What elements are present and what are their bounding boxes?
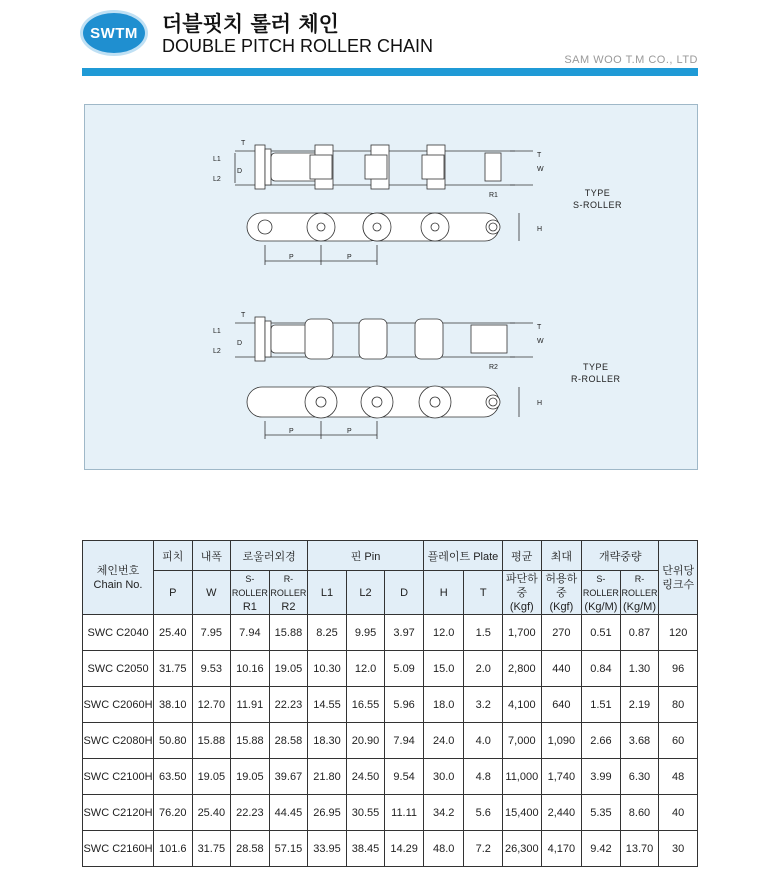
table-cell: 14.29	[385, 831, 424, 867]
table-cell: 24.0	[423, 723, 464, 759]
table-cell: 20.90	[346, 723, 385, 759]
dim-label-h: H	[537, 226, 543, 233]
table-cell: 80	[659, 687, 698, 723]
header-h: H	[423, 571, 464, 615]
table-cell: 18.30	[308, 723, 347, 759]
table-cell: 12.70	[192, 687, 231, 723]
table-cell: 12.0	[346, 651, 385, 687]
dim-label-d: D	[237, 168, 243, 175]
table-row	[83, 831, 698, 867]
s-roller-side-view	[247, 213, 519, 265]
dim-label-r1: R1	[489, 192, 498, 199]
table-cell: 44.45	[269, 795, 308, 831]
table-cell: 7.2	[464, 831, 503, 867]
table-cell: 1.30	[620, 651, 659, 687]
table-cell: 270	[541, 615, 582, 651]
table-cell: 6.30	[620, 759, 659, 795]
dim-label-h-r: H	[537, 400, 543, 407]
table-cell: 11.91	[231, 687, 270, 723]
table-cell: 8.25	[308, 615, 347, 651]
s-roller-type-label: TYPE S-ROLLER	[573, 188, 623, 210]
table-cell: 15.88	[192, 723, 231, 759]
table-cell: 7.94	[385, 723, 424, 759]
table-cell: 10.30	[308, 651, 347, 687]
table-cell: 8.60	[620, 795, 659, 831]
table-cell: 1.51	[582, 687, 621, 723]
dim-label-t-right: T	[537, 152, 542, 159]
table-cell: 5.96	[385, 687, 424, 723]
header-pin: 핀 Pin	[308, 541, 424, 571]
page-title-english: DOUBLE PITCH ROLLER CHAIN	[162, 36, 434, 56]
table-cell: 24.50	[346, 759, 385, 795]
table-cell: 15.88	[231, 723, 270, 759]
table-cell: 3.2	[464, 687, 503, 723]
table-cell: 7,000	[503, 723, 542, 759]
table-cell: 38.10	[154, 687, 193, 723]
table-cell: 12.0	[423, 615, 464, 651]
chain-no-cell: SWC C2080H	[83, 723, 154, 759]
company-name: SAM WOO T.M CO., LTD	[564, 54, 698, 66]
table-cell: 48	[659, 759, 698, 795]
table-row	[83, 723, 698, 759]
table-cell: 1,700	[503, 615, 542, 651]
table-cell: 31.75	[192, 831, 231, 867]
table-cell: 26,300	[503, 831, 542, 867]
header-weight-r: R-ROLLER (Kg/M)	[620, 571, 659, 615]
table-cell: 16.55	[346, 687, 385, 723]
table-cell: 4.8	[464, 759, 503, 795]
dim-label-t-r: T	[241, 312, 246, 319]
table-cell: 39.67	[269, 759, 308, 795]
table-cell: 26.95	[308, 795, 347, 831]
header-weight: 개략중량	[582, 541, 659, 571]
table-cell: 21.80	[308, 759, 347, 795]
table-cell: 9.95	[346, 615, 385, 651]
company-logo: SWTM	[80, 10, 148, 56]
table-row	[83, 651, 698, 687]
header-plate: 플레이트 Plate	[423, 541, 502, 571]
dim-label-l2: L2	[213, 176, 221, 183]
table-cell: 2.66	[582, 723, 621, 759]
chain-no-cell: SWC C2100H	[83, 759, 154, 795]
table-cell: 19.05	[192, 759, 231, 795]
header-r2: R-ROLLER R2	[269, 571, 308, 615]
chain-spec-table	[82, 540, 698, 867]
table-cell: 5.6	[464, 795, 503, 831]
dim-label-t: T	[241, 140, 246, 147]
table-cell: 0.87	[620, 615, 659, 651]
table-cell: 3.99	[582, 759, 621, 795]
chain-no-cell: SWC C2120H	[83, 795, 154, 831]
table-cell: 63.50	[154, 759, 193, 795]
table-row	[83, 687, 698, 723]
header-d: D	[385, 571, 424, 615]
table-cell: 38.45	[346, 831, 385, 867]
header-divider-bar	[82, 68, 698, 76]
table-cell: 48.0	[423, 831, 464, 867]
table-cell: 1,740	[541, 759, 582, 795]
dim-label-t-right-r: T	[537, 324, 542, 331]
header-pitch: 피치	[154, 541, 193, 571]
table-cell: 2.19	[620, 687, 659, 723]
table-cell: 5.35	[582, 795, 621, 831]
table-cell: 2.0	[464, 651, 503, 687]
header-pitch-sym: P	[154, 571, 193, 615]
table-cell: 4,170	[541, 831, 582, 867]
r-roller-side-view	[247, 386, 519, 439]
table-cell: 18.0	[423, 687, 464, 723]
table-cell: 25.40	[154, 615, 193, 651]
table-cell: 101.6	[154, 831, 193, 867]
table-cell: 19.05	[269, 651, 308, 687]
table-cell: 30	[659, 831, 698, 867]
chain-drawings	[85, 105, 699, 471]
header-l1: L1	[308, 571, 347, 615]
r-roller-top-view	[235, 317, 533, 361]
dim-label-l1: L1	[213, 156, 221, 163]
table-cell: 11,000	[503, 759, 542, 795]
chain-no-cell: SWC C2050	[83, 651, 154, 687]
table-cell: 4.0	[464, 723, 503, 759]
dim-label-w: W	[537, 166, 544, 173]
table-cell: 30.55	[346, 795, 385, 831]
table-row	[83, 795, 698, 831]
header-l2: L2	[346, 571, 385, 615]
table-cell: 33.95	[308, 831, 347, 867]
table-cell: 5.09	[385, 651, 424, 687]
header-r1: S-ROLLER R1	[231, 571, 270, 615]
table-cell: 15.0	[423, 651, 464, 687]
table-cell: 1.5	[464, 615, 503, 651]
table-cell: 1,090	[541, 723, 582, 759]
table-cell: 0.51	[582, 615, 621, 651]
chain-diagram-panel	[84, 104, 698, 470]
header-inner-sym: W	[192, 571, 231, 615]
header-links-per-unit: 단위당 링크수	[659, 541, 698, 615]
header-max-load: 최대	[541, 541, 582, 571]
table-cell: 19.05	[231, 759, 270, 795]
header-chain-no: 체인번호 Chain No.	[83, 541, 154, 615]
table-cell: 28.58	[231, 831, 270, 867]
s-roller-top-view	[235, 145, 533, 189]
table-cell: 9.54	[385, 759, 424, 795]
table-cell: 25.40	[192, 795, 231, 831]
dim-label-r2: R2	[489, 364, 498, 371]
table-cell: 7.94	[231, 615, 270, 651]
table-cell: 34.2	[423, 795, 464, 831]
table-cell: 22.23	[231, 795, 270, 831]
table-cell: 15,400	[503, 795, 542, 831]
table-cell: 4,100	[503, 687, 542, 723]
table-cell: 11.11	[385, 795, 424, 831]
table-cell: 30.0	[423, 759, 464, 795]
chain-no-cell: SWC C2040	[83, 615, 154, 651]
table-cell: 120	[659, 615, 698, 651]
table-cell: 22.23	[269, 687, 308, 723]
dim-label-p2: P	[347, 254, 352, 261]
table-cell: 3.97	[385, 615, 424, 651]
table-cell: 14.55	[308, 687, 347, 723]
table-cell: 13.70	[620, 831, 659, 867]
table-cell: 9.42	[582, 831, 621, 867]
table-cell: 7.95	[192, 615, 231, 651]
dim-label-d-r: D	[237, 340, 243, 347]
header-inner-width: 내폭	[192, 541, 231, 571]
table-cell: 0.84	[582, 651, 621, 687]
table-cell: 440	[541, 651, 582, 687]
chain-no-cell: SWC C2160H	[83, 831, 154, 867]
dim-label-w-r: W	[537, 338, 544, 345]
page-title-korean: 더블핏치 롤러 체인	[162, 12, 339, 36]
table-cell: 9.53	[192, 651, 231, 687]
header-avg-break-unit: 파단하중 (Kgf)	[503, 571, 542, 615]
table-cell: 96	[659, 651, 698, 687]
r-roller-type-label: TYPE R-ROLLER	[571, 362, 621, 384]
header-weight-s: S-ROLLER (Kg/M)	[582, 571, 621, 615]
dim-label-p1-r: P	[289, 428, 294, 435]
header-t: T	[464, 571, 503, 615]
table-cell: 50.80	[154, 723, 193, 759]
table-cell: 10.16	[231, 651, 270, 687]
dim-label-l2-r: L2	[213, 348, 221, 355]
table-cell: 2,800	[503, 651, 542, 687]
table-cell: 3.68	[620, 723, 659, 759]
table-row	[83, 759, 698, 795]
table-cell: 28.58	[269, 723, 308, 759]
table-cell: 15.88	[269, 615, 308, 651]
dim-label-l1-r: L1	[213, 328, 221, 335]
header-avg-break: 평균	[503, 541, 542, 571]
table-cell: 640	[541, 687, 582, 723]
dim-label-p1: P	[289, 254, 294, 261]
table-cell: 31.75	[154, 651, 193, 687]
chain-no-cell: SWC C2060H	[83, 687, 154, 723]
table-cell: 2,440	[541, 795, 582, 831]
header-roller-dia: 로울러외경	[231, 541, 308, 571]
table-cell: 76.20	[154, 795, 193, 831]
table-row	[83, 615, 698, 651]
header-max-load-unit: 허용하중 (Kgf)	[541, 571, 582, 615]
dim-label-p2-r: P	[347, 428, 352, 435]
table-cell: 57.15	[269, 831, 308, 867]
table-cell: 40	[659, 795, 698, 831]
table-cell: 60	[659, 723, 698, 759]
